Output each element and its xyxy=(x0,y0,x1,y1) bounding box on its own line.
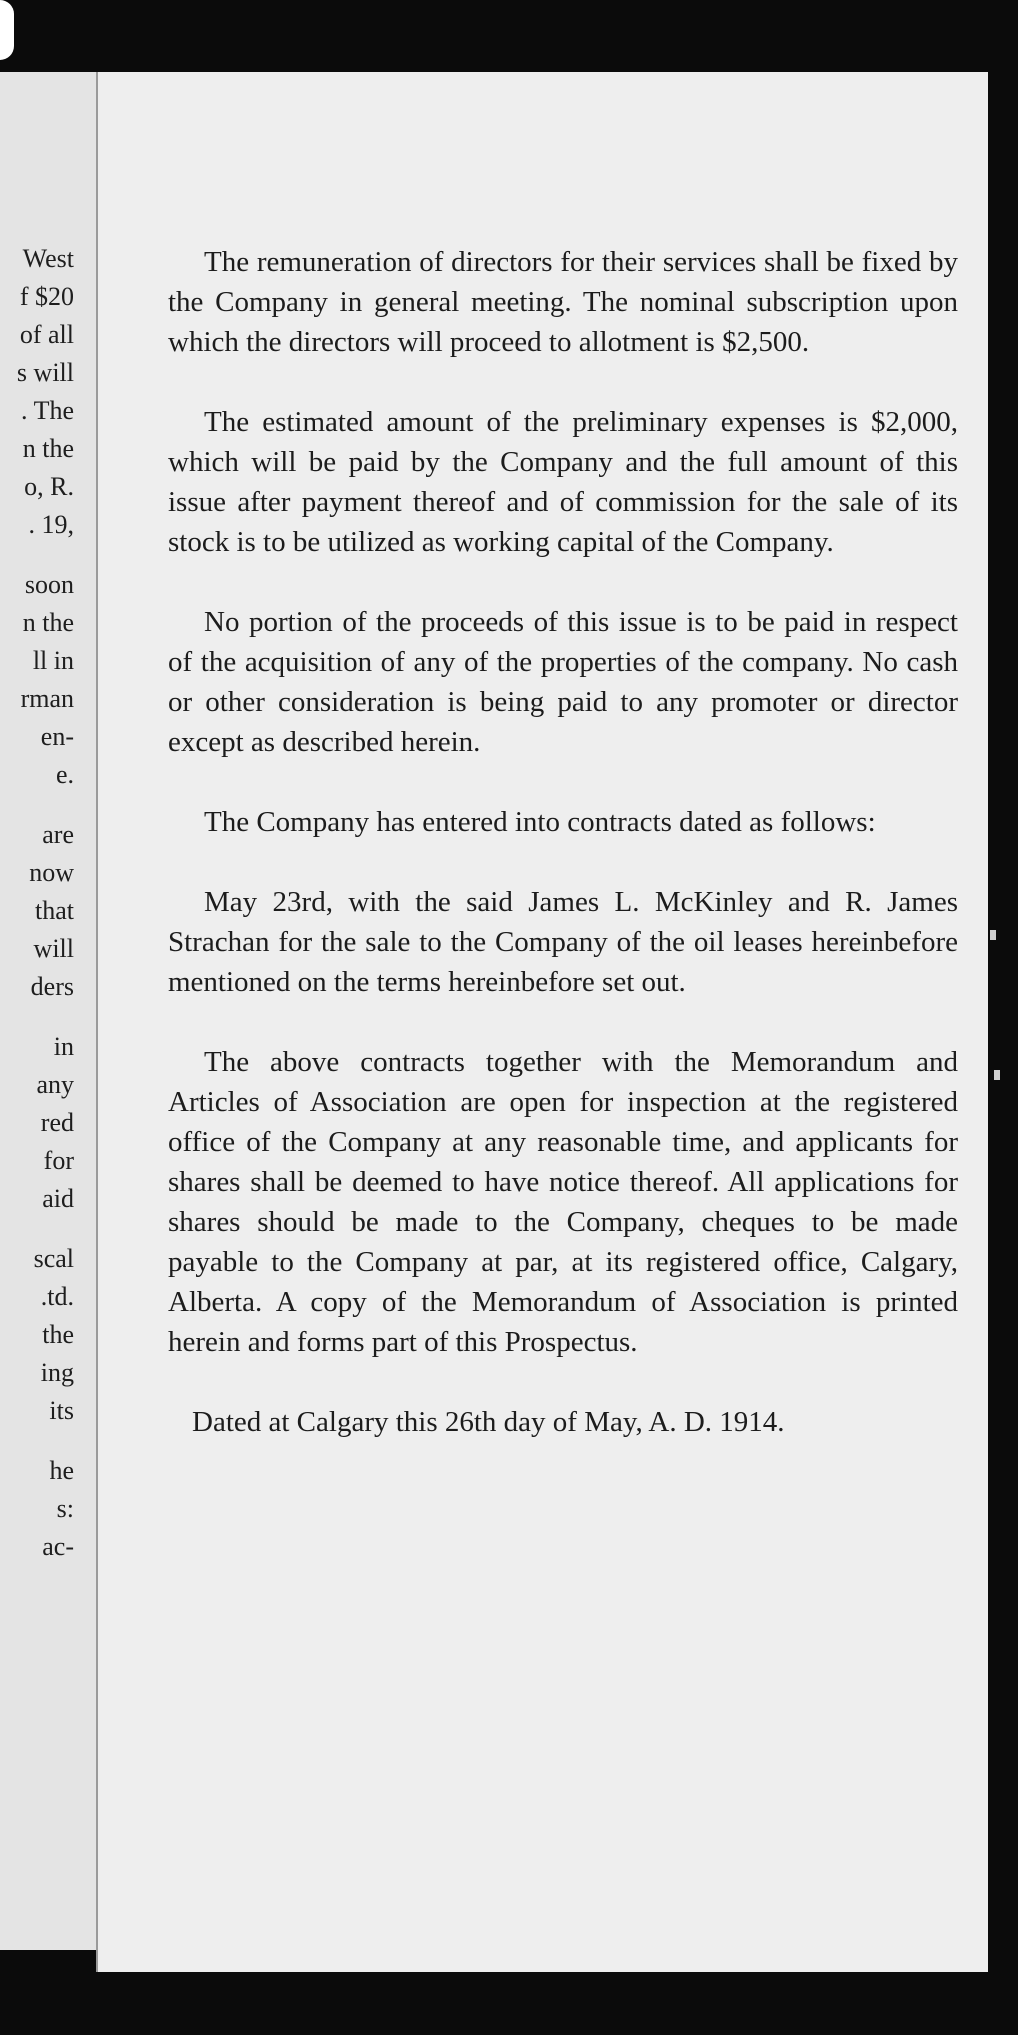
left-page-fragment: . The xyxy=(21,396,74,425)
left-page-fragment: s: xyxy=(56,1494,74,1523)
left-page-fragment: soon xyxy=(24,570,74,599)
left-page-fragment: e. xyxy=(55,760,74,789)
left-page-fragment: will xyxy=(33,934,74,963)
left-page-fragment: aid xyxy=(42,1184,74,1213)
left-page-fragment: the xyxy=(42,1320,74,1349)
paragraph-contract-may-23: May 23rd, with the said James L. McKinley and R. James Strachan for the sale to the Company of the oil leases hereinbefore mentioned on the terms hereinbefore set out. xyxy=(168,886,958,998)
scan-speck xyxy=(990,930,996,940)
left-page-fragment: .td. xyxy=(40,1282,74,1311)
dated-line: Dated at Calgary this 26th day of May, A. D. 1914. xyxy=(192,1406,785,1438)
prospectus-body xyxy=(168,242,958,1482)
left-page-fragment: rman xyxy=(20,684,74,713)
left-page-fragment: en- xyxy=(40,722,74,751)
left-page-fragment: he xyxy=(49,1456,74,1485)
left-page-fragment: that xyxy=(35,896,74,925)
left-page-fragment: for xyxy=(43,1146,74,1175)
left-page-fragment: of all xyxy=(19,320,74,349)
scan-corner-mark xyxy=(0,0,14,60)
left-page-fragment: any xyxy=(36,1070,74,1099)
paragraph-inspection: The above contracts together with the Memorandum and Articles of Association are open for inspection at the registered office of the Company at any reasonable time, and applicants for shares shall be deemed to have notice thereof. All applications for shares should be made to the Company, cheques to be made payable to the Company at par, at its registered office, Calgary, Alberta. A copy of the Memorandum of Association is printed herein and forms part of this Prospectus. xyxy=(168,1046,958,1358)
left-page-fragment: n the xyxy=(22,434,74,463)
left-page-fragment: red xyxy=(40,1108,74,1137)
left-page-fragment: its xyxy=(49,1396,74,1425)
left-page-fragment: ll in xyxy=(32,646,74,675)
left-page-fragment: o, R. xyxy=(24,472,74,501)
left-page-fragment: s will xyxy=(16,358,74,387)
document-page xyxy=(96,72,988,1972)
paragraph-director-remuneration: The remuneration of directors for their services shall be fixed by the Company in general meeting. The nominal subscription upon which the directors will proceed to allotment is $2,500. xyxy=(168,246,958,358)
paragraph-contracts-intro: The Company has entered into contracts dated as follows: xyxy=(204,806,876,838)
left-page-fragment: West xyxy=(22,244,74,273)
left-page-fragment: ders xyxy=(30,972,74,1001)
page-gutter-line xyxy=(96,72,98,1972)
scan-speck xyxy=(994,1070,1000,1080)
left-page-fragment: are xyxy=(42,820,74,849)
left-page-fragment: . 19, xyxy=(28,510,74,539)
left-page-fragment: scal xyxy=(33,1244,74,1273)
left-page-fragment: n the xyxy=(22,608,74,637)
left-page-fragment: now xyxy=(29,858,74,887)
left-page-fragment: ac- xyxy=(42,1532,74,1561)
paragraph-proceeds: No portion of the proceeds of this issue is to be paid in respect of the acquisition of any of the properties of the company. No cash or other consideration is being paid to any promoter or director except as described herein. xyxy=(168,606,958,758)
left-page-fragment: ing xyxy=(40,1358,74,1387)
left-page-edge xyxy=(0,72,96,1950)
paragraph-preliminary-expenses: The estimated amount of the preliminary expenses is $2,000, which will be paid by the Company and the full amount of this issue after payment thereof and of commission for the sale of its stock is to be utilized as working capital of the Company. xyxy=(168,406,958,558)
left-page-fragment: in xyxy=(53,1032,74,1061)
left-page-fragment: f $20 xyxy=(19,282,74,311)
